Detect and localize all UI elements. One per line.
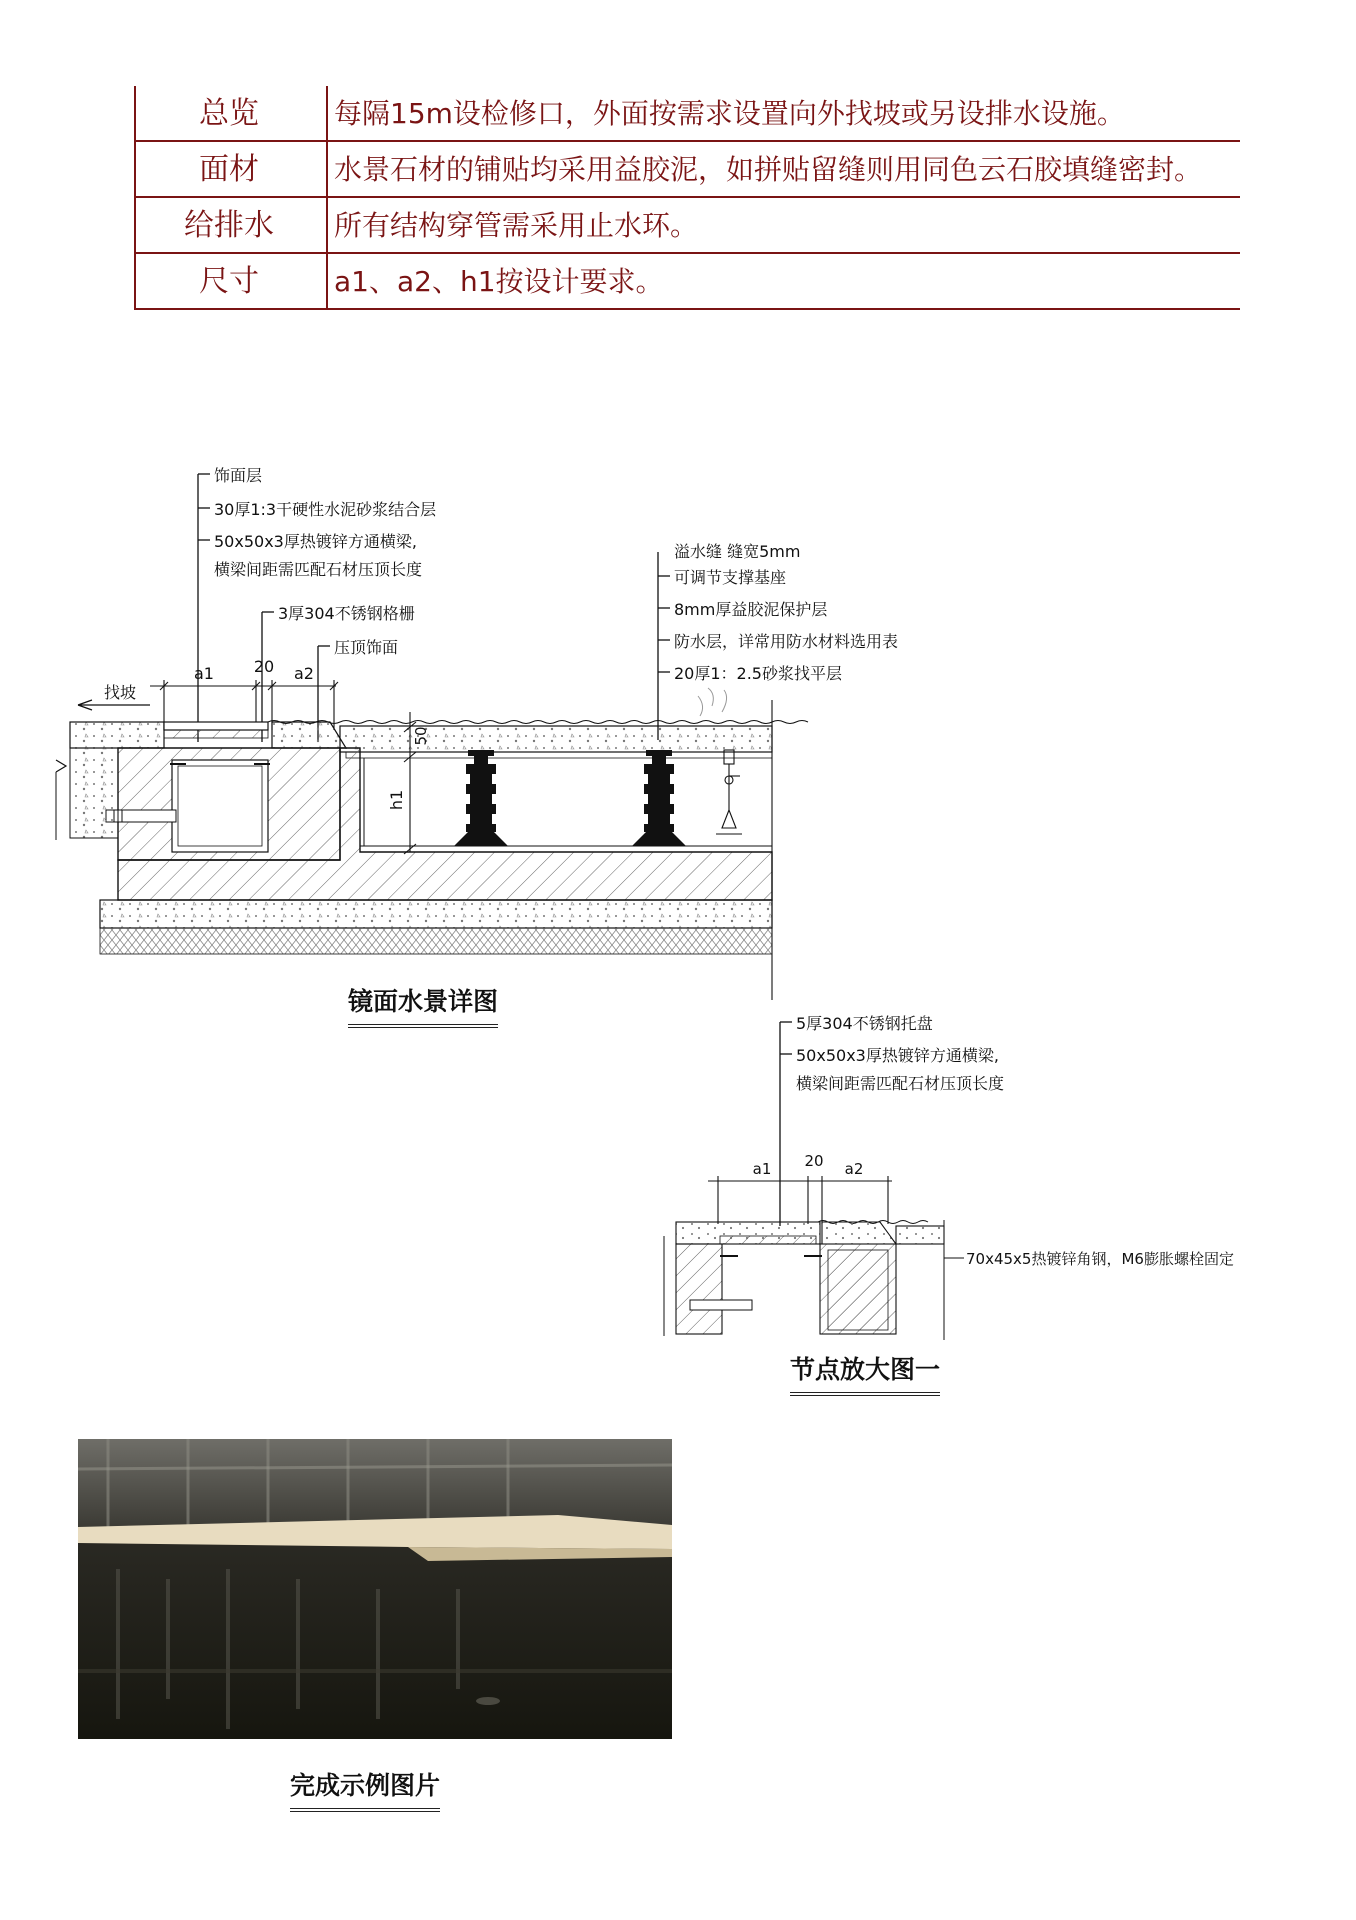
callout-steel-beam: 50x50x3厚热镀锌方通横梁, — [214, 532, 417, 551]
drain-pipe — [716, 750, 742, 834]
left-soil — [56, 748, 118, 840]
callout-tray: 5厚304不锈钢托盘 — [796, 1014, 933, 1033]
spec-row-overview — [134, 86, 1240, 142]
slope-label: 找坡 — [104, 683, 137, 702]
left-paving — [70, 722, 346, 748]
pedestal-right — [632, 750, 686, 846]
callout-finish-layer: 饰面层 — [214, 466, 263, 485]
callout-screed: 20厚1：2.5砂浆找平层 — [674, 664, 842, 683]
node-detail-drawing — [640, 1010, 1240, 1340]
right-callouts — [658, 552, 670, 740]
callout-node-beam: 50x50x3厚热镀锌方通横梁, — [796, 1046, 999, 1065]
section-drawing — [0, 440, 1356, 1020]
overflow-sump — [106, 748, 340, 860]
water-surface — [268, 688, 808, 724]
dim-h1: h1 — [387, 789, 406, 811]
callout-grating: 3厚304不锈钢格栅 — [278, 604, 415, 623]
spec-table — [134, 86, 1240, 310]
callout-beam-spacing: 横梁间距需匹配石材压顶长度 — [214, 560, 423, 579]
callout-overflow-slot: 溢水缝 缝宽5mm — [674, 542, 801, 561]
spec-row-plumbing — [134, 198, 1240, 254]
node-dim-a1: a1 — [752, 1160, 772, 1178]
spec-row-surface — [134, 142, 1240, 198]
spec-key: 面材 — [199, 152, 259, 187]
spec-value: 水景石材的铺贴均采用益胶泥，如拼贴留缝则用同色云石胶填缝密封。 — [334, 153, 1203, 186]
section-caption: 镜面水景详图 — [348, 982, 498, 1028]
callout-angle-steel: 70x45x5热镀锌角钢，M6膨胀螺栓固定 — [966, 1250, 1234, 1268]
callout-mortar-layer: 30厚1:3干硬性水泥砂浆结合层 — [214, 500, 437, 519]
node-caption: 节点放大图一 — [790, 1350, 940, 1396]
spec-key: 尺寸 — [199, 264, 259, 299]
dim-20: 20 — [253, 657, 275, 676]
node-dimension-line — [708, 1176, 892, 1224]
example-photo-image — [78, 1439, 672, 1739]
callout-pedestal: 可调节支撑基座 — [674, 568, 787, 587]
spec-key: 给排水 — [184, 208, 274, 243]
node-structure — [664, 1220, 944, 1340]
callout-protection: 8mm厚益胶泥保护层 — [674, 600, 828, 619]
node-dim-20: 20 — [804, 1152, 824, 1170]
node-callouts — [780, 1022, 792, 1226]
spec-value: a1、a2、h1按设计要求。 — [334, 265, 664, 298]
dim-a2: a2 — [294, 664, 314, 683]
node-dim-a2: a2 — [844, 1160, 864, 1178]
spec-key: 总览 — [199, 96, 259, 131]
example-photo — [78, 1439, 672, 1739]
photo-caption: 完成示例图片 — [290, 1766, 440, 1812]
spec-value: 每隔15m设检修口，外面按需求设置向外找坡或另设排水设施。 — [334, 97, 1125, 130]
pedestal-left — [454, 750, 508, 846]
callout-waterproof: 防水层，详常用防水材料选用表 — [674, 632, 899, 651]
dim-a1: a1 — [194, 664, 214, 683]
callout-node-spacing: 横梁间距需匹配石材压顶长度 — [796, 1074, 1005, 1093]
dim-50: 50 — [412, 726, 430, 746]
spec-value: 所有结构穿管需采用止水环。 — [334, 209, 699, 242]
spec-row-dimensions — [134, 254, 1240, 310]
callout-coping: 压顶饰面 — [334, 638, 399, 657]
